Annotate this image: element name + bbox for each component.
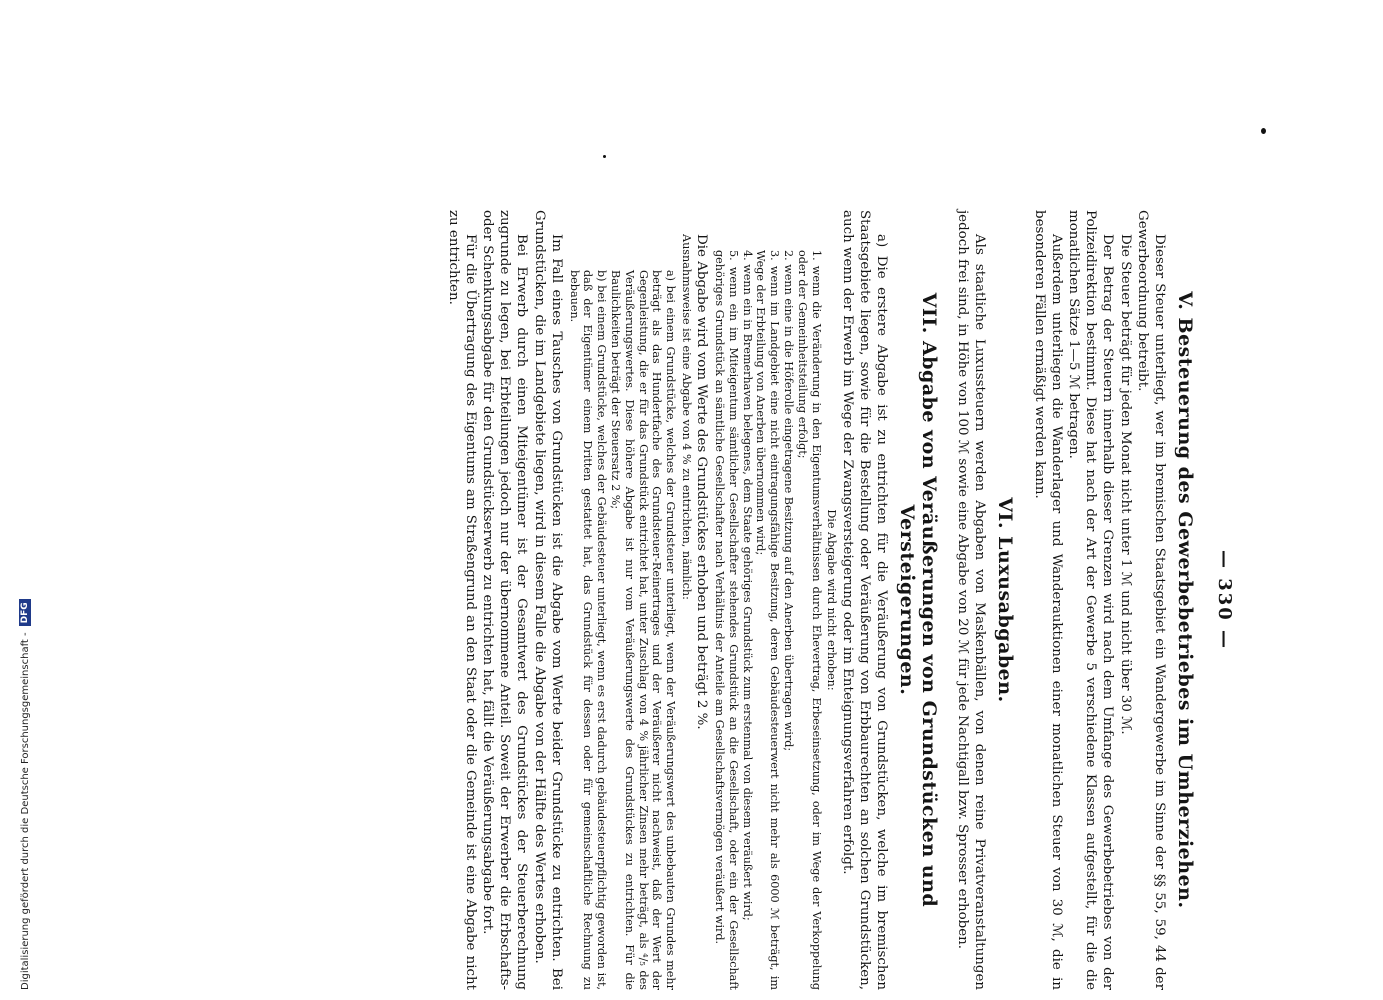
dfg-logo: DFG — [19, 599, 31, 626]
paragraph: Dieser Steuer unterliegt, wer im bremischen Staatsgebiet ein Wandergewerbe im Sinne der §§ 55, 59, 44 der Gewerbeordnung betreibt. — [1134, 210, 1167, 990]
list-item: 4. wenn ein in Bremerhaven belegenes, dem Staate gehöriges Grundstück zum erstenmal von diesem veräußert wird; — [740, 250, 754, 921]
exemption-list — [712, 250, 822, 990]
list-item: a) bei einem Grundstücke, welches der Grundsteuer unterliegt, wenn der Veräußerungswert des unbebauten Grundes mehr beträgt als das Hundertfache des Grundsteuer-Reinertrages und der Veräußerer nicht nachweist, daß der Wert der Gegenleistung, die er für das Grundstück entrichtet hat, unter Zuschlag von 4 % jährlicher Zinsen mehr beträgt, als ⁴/₅ des Veräußerungswertes. Diese höhere Abgabe ist nur vom Veräußerungswerte des Grundstückes zu entrichten. Für die Baulichkeiten beträgt der Steuersatz 2 %; — [609, 270, 678, 990]
ink-speck — [1261, 128, 1266, 134]
list-item: 2. wenn eine in die Höferolle eingetragene Besitzung auf den Anerben übertragen wird; — [781, 250, 795, 752]
paragraph: Der Betrag der Steuern innerhalb dieser Grenzen wird nach dem Umfange des Gewerbebetriebes von der Polizeidirektion bestimmt. Diese hat nach der Art der Gewerbe 5 verschiedene Klassen aufgestellt, für die die monatlichen Sätze 1—5 ℳ betragen. — [1065, 210, 1116, 990]
paragraph: Im Fall eines Tausches von Grundstücken ist die Abgabe vom Werte beider Grundstücke zu entrichten. Bei Grundstücken, die im Landgebiete liegen, wird in diesem Falle die Abgabe von der Hälfte des Wertes erhoben. — [531, 210, 564, 990]
paragraph: Für die Übertragung des Eigentums am Straßengrund an den Staat oder die Gemeinde ist eine Abgabe nicht zu entrichten. — [445, 210, 478, 990]
list-item: 1. wenn die Veränderung in den Eigentumsverhältnissen durch Ehevertrag, Erbeseinsetzung, oder im Wege der Verkoppelung oder der Gemeinheitsteilung erfolgt; — [795, 250, 823, 990]
paragraph: Bei Erwerb durch einen Miteigentümer ist der Gesamtwert des Grundstückes der Steuerberechnung zugrunde zu legen, bei Erbteilungen jedoch nur der übernommene Anteil. Soweit der Erwerber die Erbschafts- oder Schenkungsabgabe für den Grundstückserwerb zu entrichten hat, fällt die Veräußerungsabgabe fort. — [480, 210, 530, 990]
section-heading: VII. Abgabe von Veräußerungen von Grundstücken und Versteigerungen. — [895, 292, 940, 908]
list-item: 3. wenn im Landgebiet eine nicht eintragungsfähige Besitzung, deren Gebäudesteuerwert nicht mehr als 6000 ℳ beträgt, im Wege der Erbteilung von Anerben übernommen wird; — [754, 250, 782, 990]
digitization-credit — [18, 0, 32, 990]
paragraph: Als staatliche Luxussteuern werden Abgaben von Maskenbällen, von denen reine Privatveranstaltungen jedoch frei sind, in Höhe von 100 ℳ sowie eine Abgabe von 20 ℳ für jede Nachtigall bzw. Sprosser erhoben. — [955, 210, 988, 990]
credit-text: Digitalisierung gefördert durch die Deutsche Forschungsgemeinschaft - — [19, 632, 31, 990]
paragraph: Außerdem unterliegen die Wanderlager und Wanderauktionen einer monatlichen Steuer von 30 ℳ, die in besonderen Fällen ermäßigt werden kann. — [1031, 210, 1064, 990]
page-number: — 330 — — [1214, 549, 1235, 651]
list-item: 5. wenn ein im Miteigentum sämtlicher Gesellschafter stehendes Grundstück an die Gesellschaft, oder ein der Gesellschaft gehöriges Grundstück an sämtliche Gesellschafter nach Verhältnis der Anteile am Gesellschaftsvermögen veräußert wird. — [712, 250, 740, 990]
section-heading: VI. Luxusabgaben. — [994, 497, 1017, 703]
section-heading: V. Besteuerung des Gewerbebetriebes im Umherziehen. — [1174, 291, 1196, 909]
rate-paragraph: Die Abgabe wird vom Werte des Grundstückes erhoben und beträgt 2 %. — [694, 234, 710, 730]
exception-label: Ausnahmsweise ist eine Abgabe von 4 % zu entrichten, nämlich: — [679, 234, 693, 600]
list-item: b) bei einem Grundstücke, welches der Gebäudesteuer unterliegt, wenn es erst dadurch gebäudesteuerpflichtig geworden ist, daß der Eigentümer einem Dritten gestattet hat, das Grundstück für dessen oder für gemeinschaftliche Rechnung zu bebauen. — [567, 270, 609, 990]
paragraph: a) Die erstere Abgabe ist zu entrichten für die Veräußerung von Grundstücken, welche im bremischen Staatsgebiete liegen, sowie für die Bestellung oder Veräußerung von Erbbaurechten an solchen Grundstücken, auch wenn der Erwerb im Wege der Zwangsversteigerung oder im Enteignungsverfahren erfolgt. — [839, 210, 889, 990]
paragraph: Die Steuer beträgt für jeden Monat nicht unter 1 ℳ und nicht über 30 ℳ. — [1117, 234, 1133, 735]
ink-speck — [603, 155, 606, 158]
exception-list — [567, 270, 677, 990]
list-label: Die Abgabe wird nicht erhoben: — [825, 509, 839, 691]
rotated-page-content — [155, 210, 1235, 990]
